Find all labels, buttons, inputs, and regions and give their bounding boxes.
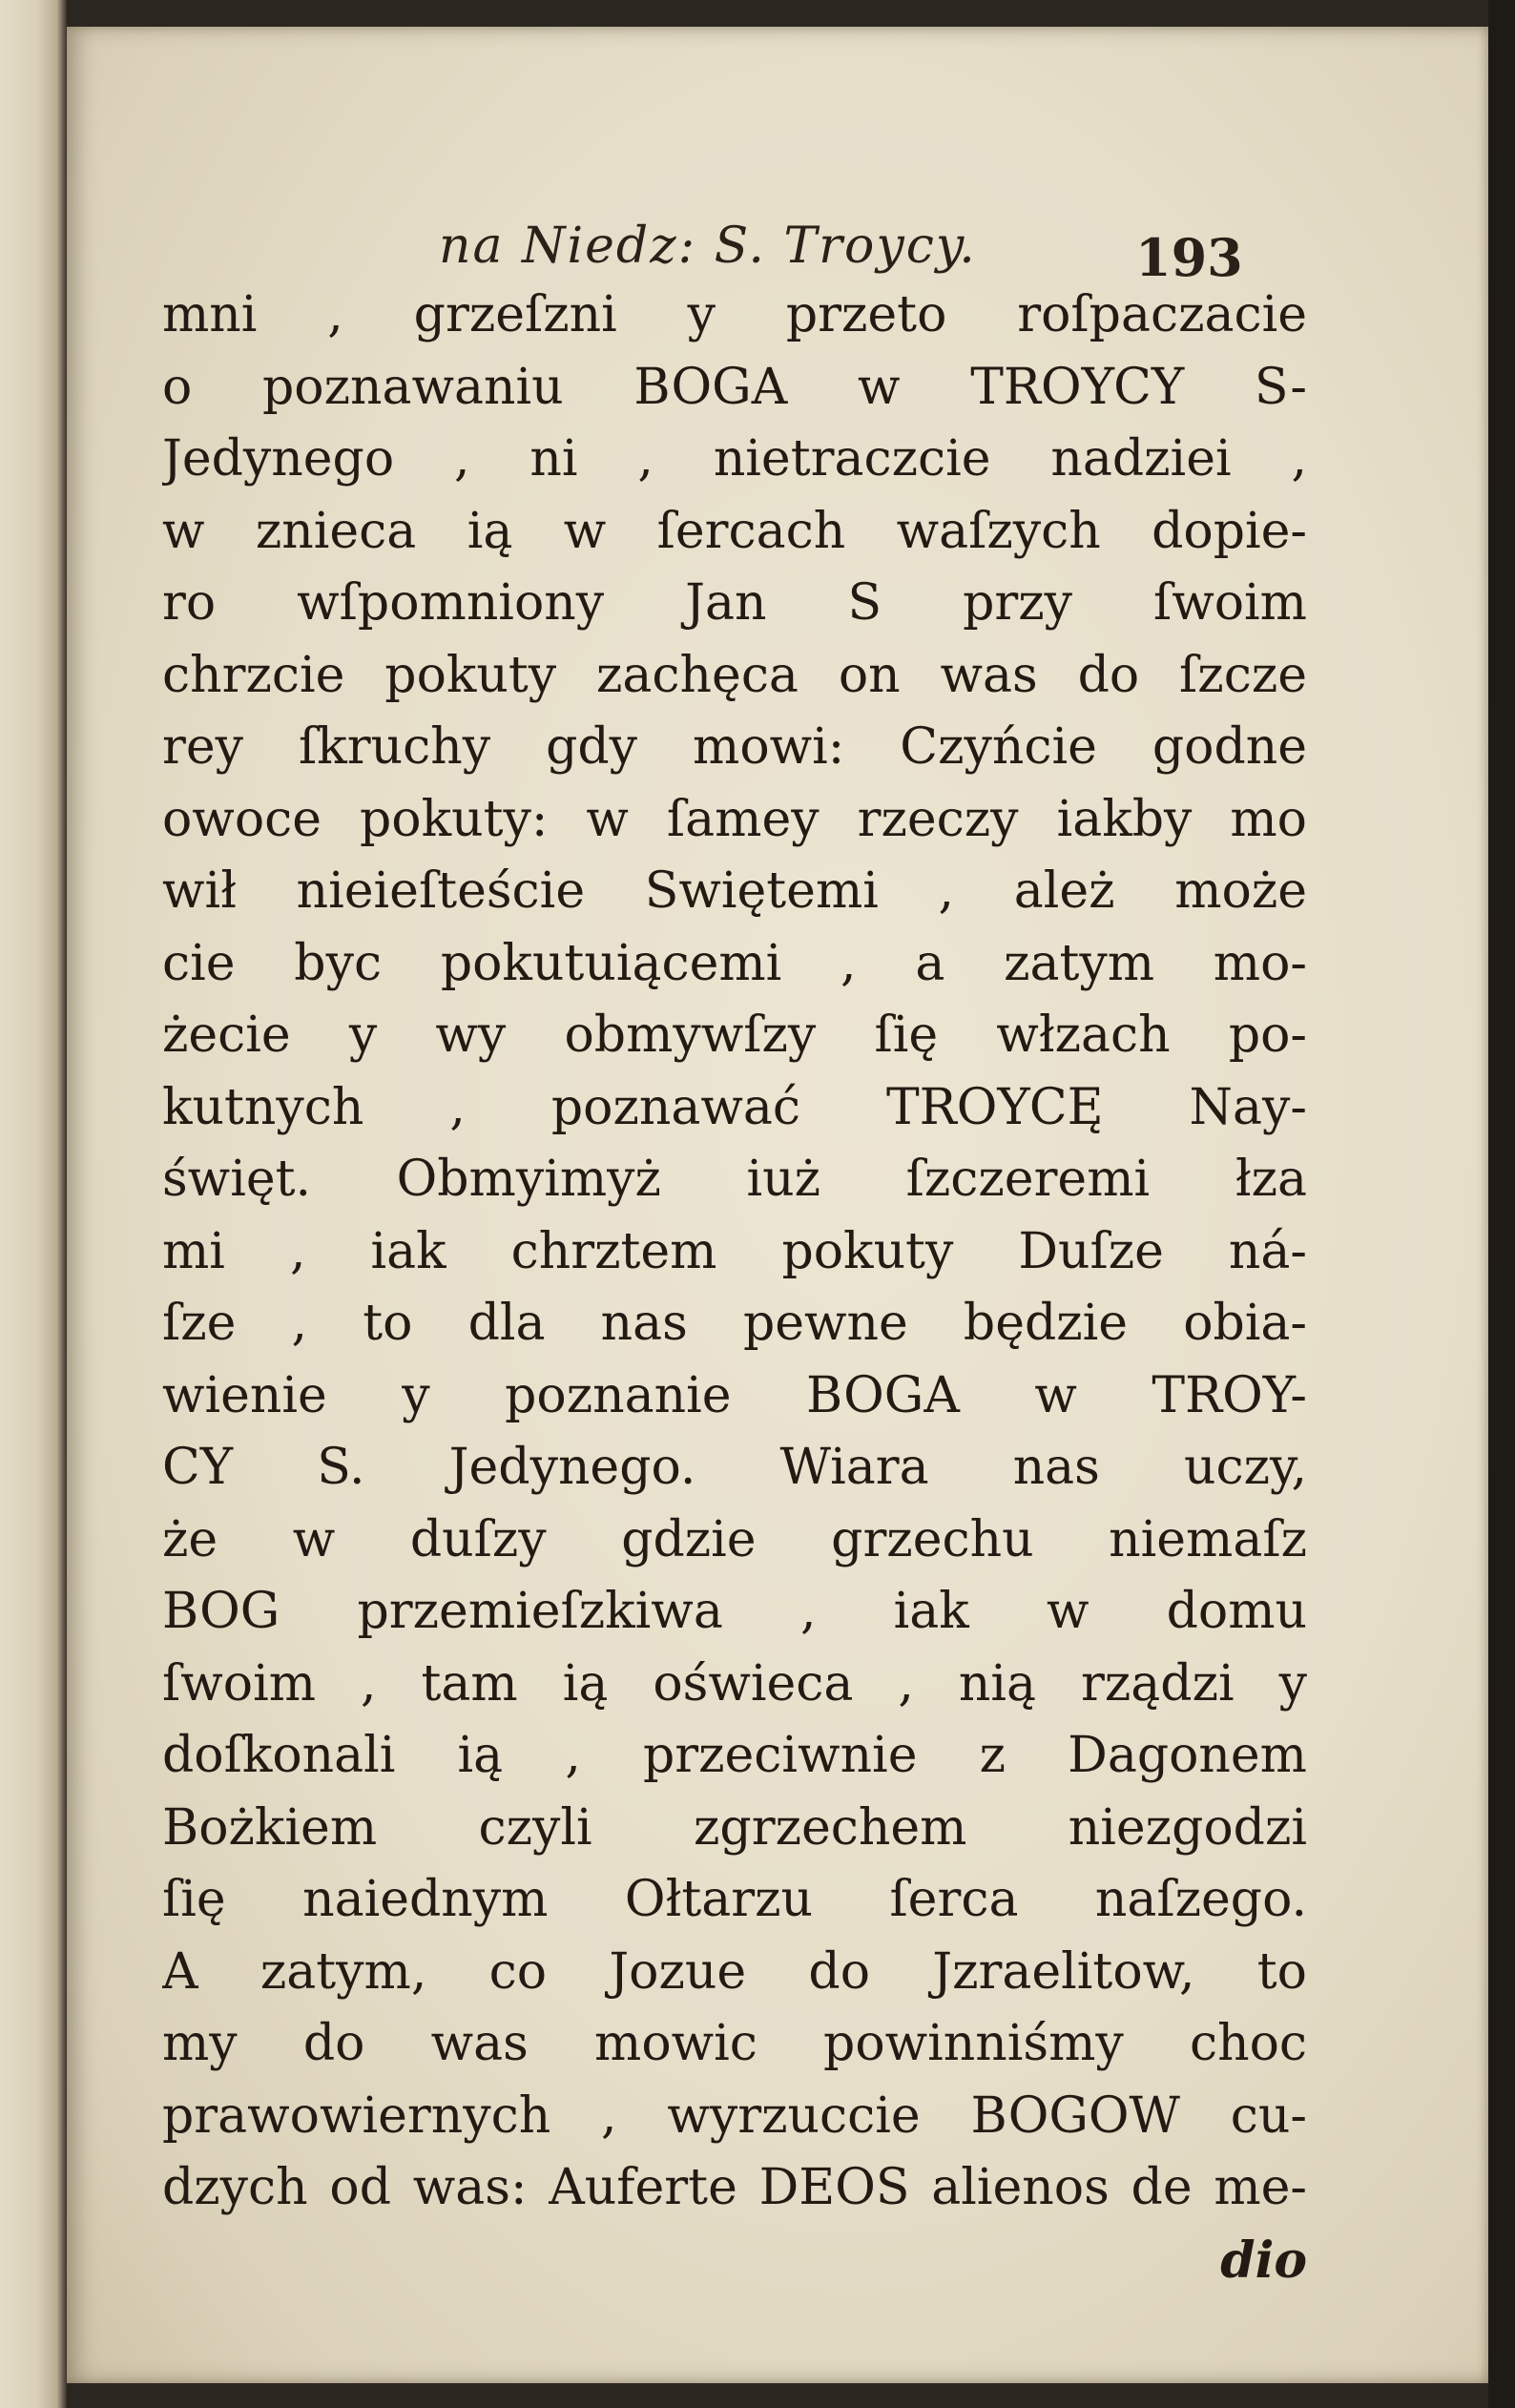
text-line: mni , grzeſzni y przeto roſpaczacie: [162, 286, 1307, 343]
text-line: że w duſzy gdzie grzechu niemaſz: [162, 1510, 1307, 1568]
text-line: Bożkiem czyli zgrzechem niezgodzi: [162, 1798, 1307, 1857]
text-line: Jedynego , ni , nietraczcie nadziei ,: [162, 430, 1307, 488]
text-line: ſwoim , tam ią oświeca , nią rządzi y: [162, 1654, 1307, 1713]
text-line: CY S. Jedynego. Wiara nas uczy,: [162, 1439, 1307, 1496]
running-head: na Niedz: S. Troycy.: [439, 218, 977, 275]
page-number: 193: [1135, 227, 1243, 288]
text-line: żecie y wy obmywſzy ſię włzach po-: [162, 1007, 1307, 1064]
text-line: A zatym, co Jozue do Jzraelitow, to: [162, 1942, 1307, 2001]
text-line: ſze , to dla nas pewne będzie obia-: [162, 1295, 1307, 1352]
text-line: ro wſpomniony Jan S przy ſwoim: [162, 574, 1307, 632]
text-line: cie byc pokutuiącemi , a zatym mo-: [162, 934, 1307, 992]
page-header: [67, 218, 1488, 288]
text-line: w znieca ią w ſercach waſzych dopie-: [162, 502, 1307, 560]
text-line: dzych od was: Auferte DEOS alienos de me-: [162, 2159, 1307, 2216]
text-line: ſię naiednym Ołtarzu ſerca naſzego.: [162, 1871, 1307, 1928]
scan-background: [1488, 0, 1515, 2408]
text-line: owoce pokuty: w ſamey rzeczy iakby mo: [162, 790, 1307, 848]
text-line: BOG przemieſzkiwa , iak w domu: [162, 1583, 1307, 1640]
text-line: my do was mowic powinniśmy choc: [162, 2015, 1307, 2072]
text-line: mi , iak chrztem pokuty Duſze ná-: [162, 1222, 1307, 1280]
text-line: kutnych , poznawać TROYCĘ Nay-: [162, 1078, 1307, 1136]
facing-page-edge: [0, 0, 67, 2408]
text-line: chrzcie pokuty zachęca on was do ſzcze: [162, 646, 1307, 704]
text-line: doſkonali ią , przeciwnie z Dagonem: [162, 1727, 1307, 1784]
text-line: prawowiernych , wyrzuccie BOGOW cu-: [162, 2086, 1307, 2145]
text-line: święt. Obmyimyż iuż ſzczeremi łza: [162, 1151, 1307, 1208]
catchword: dio: [1220, 2231, 1307, 2290]
text-line: o poznawaniu BOGA w TROYCY S-: [162, 358, 1307, 416]
text-line: wił nieieſteście Swiętemi , ależ może: [162, 862, 1307, 920]
text-line: rey ſkruchy gdy mowi: Czyńcie godne: [162, 718, 1307, 776]
body-text: [162, 280, 1307, 2296]
book-page: [67, 27, 1488, 2383]
text-line: wienie y poznanie BOGA w TROY-: [162, 1366, 1307, 1424]
